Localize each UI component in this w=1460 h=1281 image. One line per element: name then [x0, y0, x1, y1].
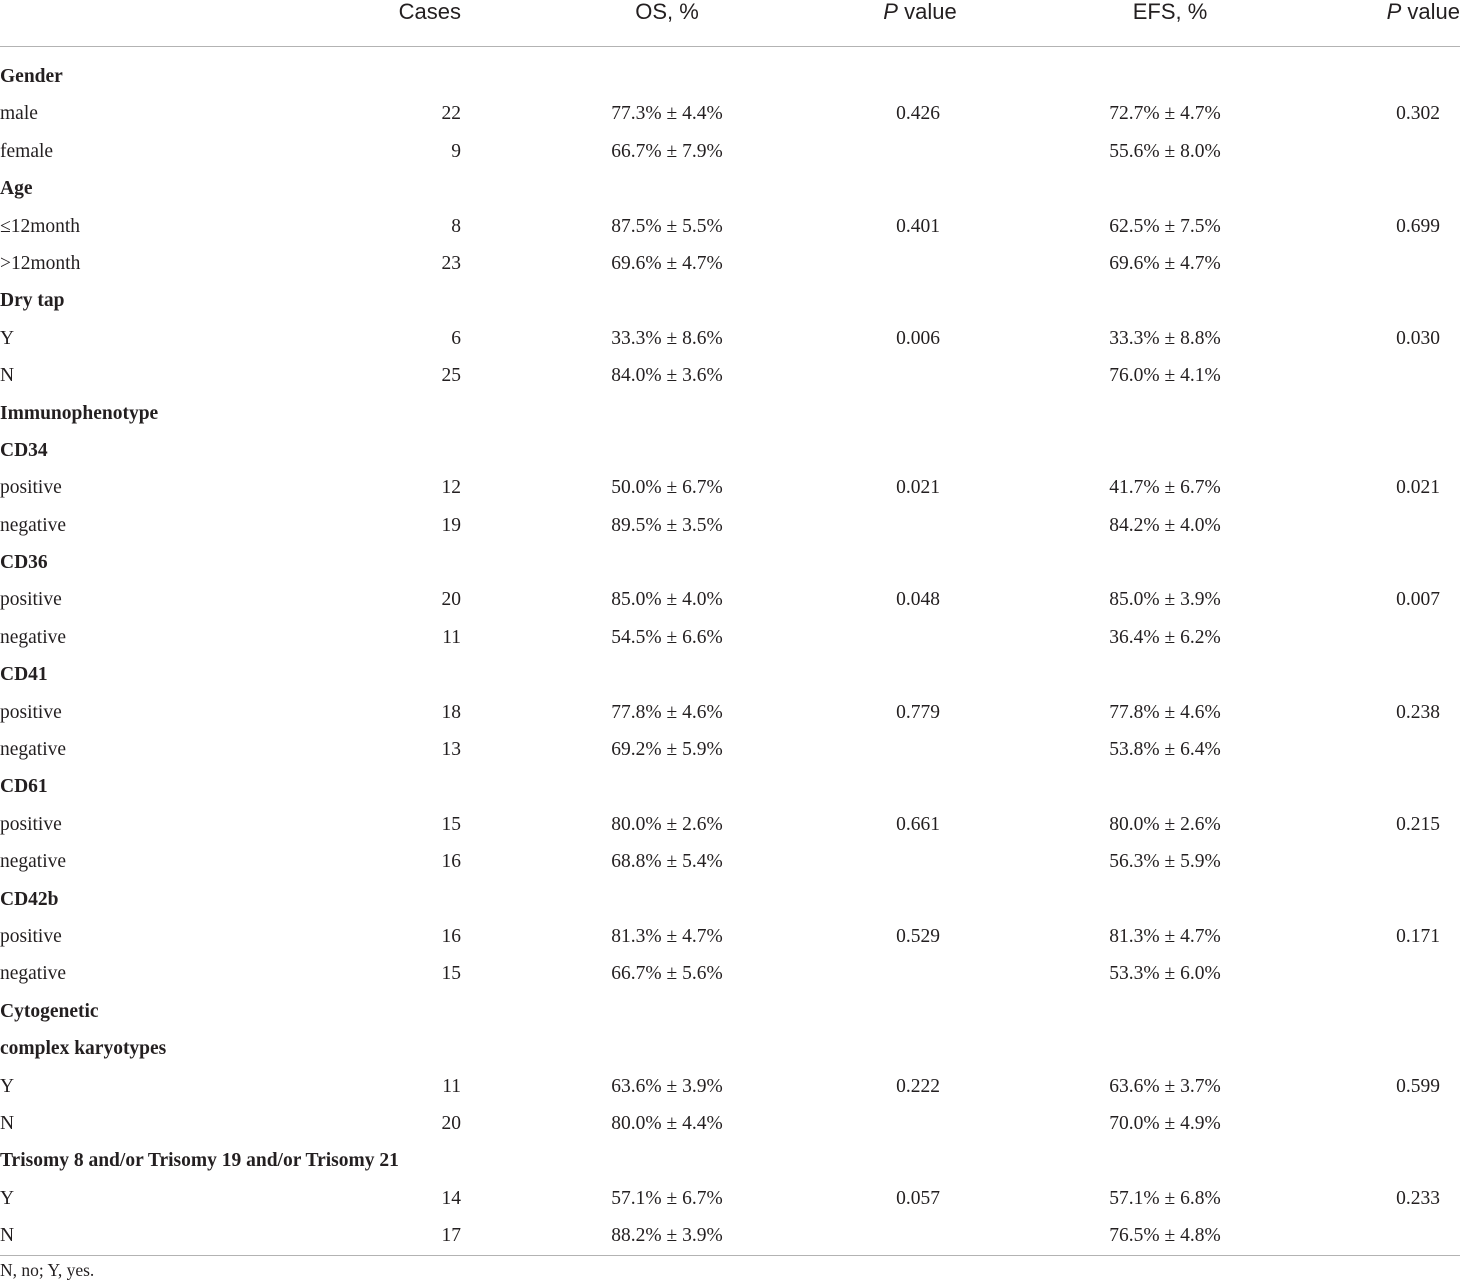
p-value-os-cell: 0.048: [896, 589, 940, 611]
efs-cell: 72.7% ± 4.7%: [1109, 103, 1221, 125]
efs-cell: 57.1% ± 6.8%: [1109, 1187, 1221, 1209]
section-header-row: [0, 545, 1460, 582]
section-header-row: [0, 1031, 1460, 1068]
os-cell: 77.8% ± 4.6%: [611, 701, 723, 723]
header-p-value-efs-word: value: [1401, 0, 1460, 24]
table-row: [0, 358, 1460, 395]
section-header-row: [0, 994, 1460, 1031]
cases-cell: 6: [451, 327, 461, 349]
efs-cell: 53.8% ± 6.4%: [1109, 739, 1221, 761]
table-row: [0, 956, 1460, 993]
header-p-value-os: [850, 0, 990, 24]
cases-cell: 18: [441, 701, 461, 723]
p-value-os-cell: 0.021: [896, 477, 940, 499]
row-label: negative: [0, 626, 67, 648]
table-row: [0, 844, 1460, 881]
p-value-os-cell: 0.779: [896, 701, 940, 723]
row-label: positive: [0, 925, 62, 947]
efs-cell: 70.0% ± 4.9%: [1109, 1112, 1221, 1134]
cases-cell: 16: [441, 925, 461, 947]
os-cell: 66.7% ± 5.6%: [611, 963, 723, 985]
row-label: negative: [0, 514, 67, 536]
row-label: positive: [0, 477, 62, 499]
table-row: [0, 1218, 1460, 1255]
cases-cell: 11: [442, 626, 461, 648]
section-header-row: [0, 769, 1460, 806]
os-cell: 88.2% ± 3.9%: [611, 1225, 723, 1247]
efs-cell: 85.0% ± 3.9%: [1109, 589, 1221, 611]
row-label: Y: [0, 1075, 15, 1097]
table-row: [0, 508, 1460, 545]
row-label: male: [0, 103, 38, 125]
efs-cell: 77.8% ± 4.6%: [1109, 701, 1221, 723]
os-cell: 80.0% ± 2.6%: [611, 813, 723, 835]
p-value-efs-cell: 0.302: [1396, 103, 1440, 125]
efs-cell: 80.0% ± 2.6%: [1109, 813, 1221, 835]
cases-cell: 13: [441, 739, 461, 761]
p-value-efs-cell: 0.699: [1396, 215, 1440, 237]
efs-cell: 84.2% ± 4.0%: [1109, 514, 1221, 536]
table-row: [0, 1069, 1460, 1106]
os-cell: 89.5% ± 3.5%: [611, 514, 723, 536]
efs-cell: 76.5% ± 4.8%: [1109, 1225, 1221, 1247]
row-label: >12month: [0, 252, 81, 274]
p-value-efs-cell: 0.599: [1396, 1075, 1440, 1097]
row-label: Gender: [0, 66, 63, 87]
cases-cell: 11: [442, 1075, 461, 1097]
table-row: [0, 1181, 1460, 1218]
row-label: positive: [0, 701, 62, 723]
os-cell: 80.0% ± 4.4%: [611, 1112, 723, 1134]
os-cell: 85.0% ± 4.0%: [611, 589, 723, 611]
section-header-row: [0, 882, 1460, 919]
p-value-efs-cell: 0.007: [1396, 589, 1440, 611]
cases-cell: 22: [441, 103, 461, 125]
section-header-row: [0, 657, 1460, 694]
p-value-os-cell: 0.401: [896, 215, 940, 237]
cases-cell: 20: [441, 589, 461, 611]
row-label: N: [0, 1225, 15, 1247]
section-header-row: [0, 1143, 1460, 1180]
efs-cell: 41.7% ± 6.7%: [1109, 477, 1221, 499]
os-cell: 63.6% ± 3.9%: [611, 1075, 723, 1097]
table-row: [0, 209, 1460, 246]
table-row: [0, 470, 1460, 507]
row-label: Y: [0, 327, 15, 349]
efs-cell: 56.3% ± 5.9%: [1109, 851, 1221, 873]
os-cell: 81.3% ± 4.7%: [611, 925, 723, 947]
header-p-value-os-letter: P: [883, 0, 898, 24]
efs-cell: 63.6% ± 3.7%: [1109, 1075, 1221, 1097]
p-value-os-cell: 0.661: [896, 813, 940, 835]
header-os: OS, %: [635, 0, 699, 24]
table-row: [0, 732, 1460, 769]
p-value-os-cell: 0.057: [896, 1187, 940, 1209]
row-label: negative: [0, 963, 67, 985]
table-row: [0, 96, 1460, 133]
row-label: N: [0, 1112, 15, 1134]
table-header: [0, 0, 1460, 28]
row-label: CD34: [0, 439, 48, 461]
os-cell: 68.8% ± 5.4%: [611, 851, 723, 873]
table-row: [0, 582, 1460, 619]
cases-cell: 23: [441, 252, 461, 274]
row-label: negative: [0, 739, 67, 761]
row-label: positive: [0, 813, 62, 835]
p-value-os-cell: 0.529: [896, 925, 940, 947]
p-value-efs-cell: 0.215: [1396, 813, 1440, 835]
section-header-row: [0, 59, 1460, 96]
efs-cell: 33.3% ± 8.8%: [1109, 327, 1221, 349]
cases-cell: 16: [441, 851, 461, 873]
header-efs: EFS, %: [1132, 0, 1208, 24]
os-cell: 33.3% ± 8.6%: [611, 327, 723, 349]
p-value-os-cell: 0.006: [896, 327, 940, 349]
section-header-row: [0, 283, 1460, 320]
table-row: [0, 246, 1460, 283]
table-footnote: N, no; Y, yes.: [0, 1260, 95, 1280]
table-bottom-divider: [0, 1255, 1460, 1256]
p-value-os-cell: 0.426: [896, 103, 940, 125]
section-header-row: [0, 171, 1460, 208]
cases-cell: 12: [441, 477, 461, 499]
row-label: complex karyotypes: [0, 1038, 167, 1060]
row-label: CD61: [0, 776, 48, 798]
row-label: negative: [0, 851, 67, 873]
cases-cell: 15: [441, 963, 461, 985]
p-value-efs-cell: 0.233: [1396, 1187, 1440, 1209]
row-label: CD42b: [0, 888, 59, 910]
p-value-efs-cell: 0.171: [1396, 925, 1440, 947]
efs-cell: 69.6% ± 4.7%: [1109, 252, 1221, 274]
row-label: Y: [0, 1187, 15, 1209]
row-label: N: [0, 365, 15, 387]
section-header-row: [0, 433, 1460, 470]
header-p-value-os-word: value: [897, 0, 957, 24]
section-header-row: [0, 396, 1460, 433]
p-value-efs-cell: 0.021: [1396, 477, 1440, 499]
os-cell: 50.0% ± 6.7%: [611, 477, 723, 499]
p-value-efs-cell: 0.238: [1396, 701, 1440, 723]
os-cell: 66.7% ± 7.9%: [611, 140, 723, 162]
row-label: Trisomy 8 and/or Trisomy 19 and/or Trisomy 21: [0, 1150, 399, 1172]
p-value-efs-cell: 0.030: [1396, 327, 1440, 349]
table-row: [0, 321, 1460, 358]
cases-cell: 25: [441, 365, 461, 387]
table-row: [0, 695, 1460, 732]
efs-cell: 53.3% ± 6.0%: [1109, 963, 1221, 985]
table-row: [0, 134, 1460, 171]
cases-cell: 17: [441, 1225, 461, 1247]
row-label: Cytogenetic: [0, 1000, 99, 1022]
row-label: CD36: [0, 552, 48, 574]
efs-cell: 62.5% ± 7.5%: [1109, 215, 1221, 237]
header-cases: Cases: [398, 0, 461, 24]
cases-cell: 8: [451, 215, 461, 237]
efs-cell: 76.0% ± 4.1%: [1109, 365, 1221, 387]
os-cell: 87.5% ± 5.5%: [611, 215, 723, 237]
row-label: positive: [0, 589, 62, 611]
table-body: [0, 59, 1460, 1256]
os-cell: 57.1% ± 6.7%: [611, 1187, 723, 1209]
header-divider: [0, 46, 1460, 47]
row-label: CD41: [0, 664, 48, 686]
table-row: [0, 1106, 1460, 1143]
cases-cell: 9: [451, 140, 461, 162]
row-label: female: [0, 140, 54, 162]
os-cell: 84.0% ± 3.6%: [611, 365, 723, 387]
cases-cell: 14: [441, 1187, 461, 1209]
cases-cell: 20: [441, 1112, 461, 1134]
os-cell: 69.6% ± 4.7%: [611, 252, 723, 274]
cases-cell: 19: [441, 514, 461, 536]
row-label: Age: [0, 178, 33, 200]
header-p-value-efs: [1387, 0, 1460, 24]
table-row: [0, 807, 1460, 844]
efs-cell: 36.4% ± 6.2%: [1109, 626, 1221, 648]
os-cell: 77.3% ± 4.4%: [611, 103, 723, 125]
os-cell: 69.2% ± 5.9%: [611, 739, 723, 761]
cases-cell: 15: [441, 813, 461, 835]
os-cell: 54.5% ± 6.6%: [611, 626, 723, 648]
row-label: Immunophenotype: [0, 402, 159, 424]
efs-cell: 55.6% ± 8.0%: [1109, 140, 1221, 162]
header-p-value-efs-letter: P: [1386, 0, 1402, 24]
efs-cell: 81.3% ± 4.7%: [1109, 925, 1221, 947]
row-label: ≤12month: [0, 215, 81, 237]
row-label: Dry tap: [0, 290, 65, 312]
table-row: [0, 620, 1460, 657]
table-row: [0, 919, 1460, 956]
p-value-os-cell: 0.222: [896, 1075, 940, 1097]
